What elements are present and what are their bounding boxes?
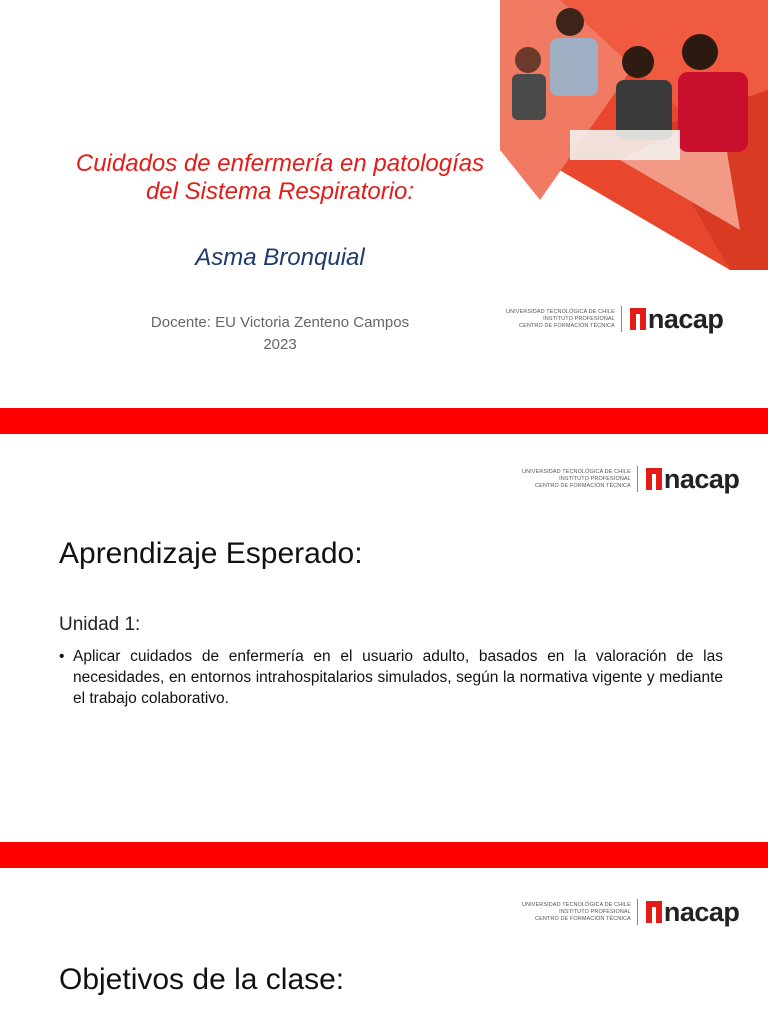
inacap-logo: [522, 462, 739, 496]
logo-wordmark: nacap: [647, 304, 724, 334]
inacap-logo: [506, 302, 723, 336]
unit-label: Unidad 1:: [59, 614, 141, 635]
learning-bullet: [59, 646, 723, 709]
learning-bullet-text: Aplicar cuidados de enfermería en el usuario adulto, basados en la valoración de las necesidades, en entornos intrahospitalarios simulados, según la normativa vigente y mediante el trabajo colaborativo.: [73, 648, 723, 707]
inacap-logo: [522, 895, 739, 929]
logo-institution-lines: UNIVERSIDAD TECNOLÓGICA DE CHILE INSTITUTO PROFESIONAL CENTRO DE FORMACIÓN TÉCNICA: [506, 308, 615, 329]
hero-photo-graphic: [500, 0, 768, 270]
logo-divider: [621, 306, 622, 332]
learning-heading: Aprendizaje Esperado:: [59, 537, 363, 570]
logo-divider: [637, 899, 638, 925]
teacher-name: Docente: EU Victoria Zenteno Campos: [150, 314, 410, 331]
presentation-year: 2023: [263, 336, 297, 353]
slide-separator: [0, 408, 768, 434]
logo-institution-lines: UNIVERSIDAD TECNOLÓGICA DE CHILE INSTITUTO PROFESIONAL CENTRO DE FORMACIÓN TÉCNICA: [522, 901, 631, 922]
inacap-mark-icon: [646, 468, 662, 490]
logo-divider: [637, 466, 638, 492]
slide-separator: [0, 842, 768, 868]
bullet-dot-icon: •: [59, 648, 65, 665]
title-line-1: Cuidados de enfermería en patologías: [75, 150, 485, 177]
inacap-mark-icon: [630, 308, 646, 330]
inacap-mark-icon: [646, 901, 662, 923]
presentation-title: [20, 150, 540, 206]
logo-institution-lines: UNIVERSIDAD TECNOLÓGICA DE CHILE INSTITUTO PROFESIONAL CENTRO DE FORMACIÓN TÉCNICA: [522, 468, 631, 489]
teacher-info: [20, 312, 540, 356]
objectives-heading: Objetivos de la clase:: [59, 963, 345, 996]
logo-wordmark: nacap: [663, 464, 740, 494]
logo-wordmark: nacap: [663, 897, 740, 927]
presentation-subtitle: Asma Bronquial: [195, 244, 365, 271]
slide-title: [0, 0, 768, 408]
title-line-2: del Sistema Respiratorio:: [145, 178, 415, 205]
slide-objectives: [0, 868, 768, 1024]
